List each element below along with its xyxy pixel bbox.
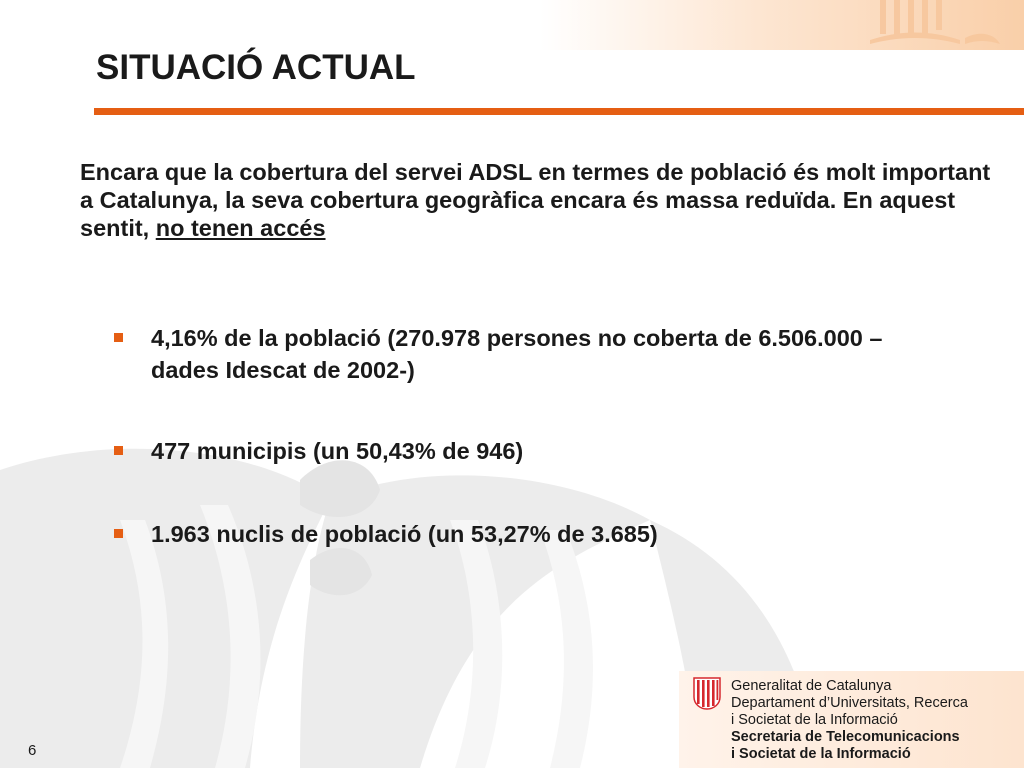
bullet-text: 477 municipis (un 50,43% de 946) [151, 438, 524, 464]
square-bullet-icon [114, 333, 123, 342]
slide-title: SITUACIÓ ACTUAL [96, 48, 416, 87]
page-number: 6 [28, 742, 37, 759]
generalitat-logo-icon [693, 677, 721, 710]
intro-underlined-text: no tenen accés [155, 215, 326, 241]
header-emblem-decoration [870, 0, 1024, 50]
department-name-line2: i Societat de la Informació [731, 712, 898, 728]
intro-text: Encara que la cobertura del servei ADSL en termes de població és molt important a Catalunya, la seva cobertura geogràfica encara és massa reduïda. En aquest sentit, [80, 159, 991, 241]
institution-credit [731, 678, 1021, 763]
secretariat-name-line2: i Societat de la Informació [731, 746, 911, 762]
institution-name: Generalitat de Catalunya [731, 678, 892, 694]
square-bullet-icon [114, 529, 123, 538]
square-bullet-icon [114, 446, 123, 455]
bullet-text: 1.963 nuclis de població (un 53,27% de 3.685) [151, 521, 658, 547]
intro-paragraph [80, 158, 1000, 242]
secretariat-name-line1: Secretaria de Telecomunicacions [731, 729, 960, 745]
title-underline-rule [94, 108, 1024, 115]
department-name-line1: Departament d’Universitats, Recerca [731, 695, 968, 711]
bullet-text: 4,16% de la població (270.978 persones no coberta de 6.506.000 –dades Idescat de 2002-) [151, 325, 883, 383]
